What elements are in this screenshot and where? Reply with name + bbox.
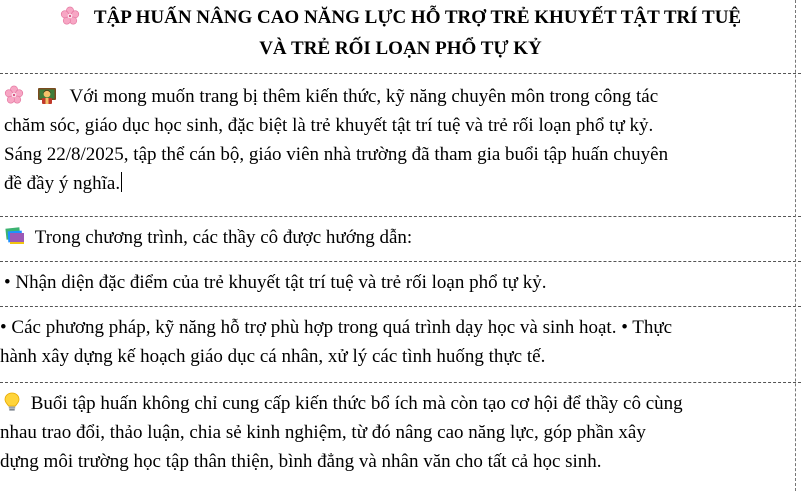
cherry-blossom-icon: [60, 6, 80, 33]
books-icon: [4, 226, 26, 255]
cherry-blossom-icon: [4, 85, 24, 114]
closing-line-3: dựng môi trường học tập thân thiện, bình đẳng và nhân văn cho tất cả học sinh.: [0, 451, 602, 472]
closing-line-1: [4, 389, 799, 421]
closing-section: [0, 383, 801, 491]
intro-section: [0, 74, 801, 217]
bullet-item-2-line-2: hành xây dựng kế hoạch giáo dục cá nhân, xử lý các tình huống thực tế.: [0, 346, 546, 367]
teacher-icon: [37, 85, 57, 114]
bullet-section-1: [0, 262, 801, 307]
program-line: [4, 223, 799, 255]
text-cursor: [121, 172, 122, 192]
bullet-item-2-line-1: • Các phương pháp, kỹ năng hỗ trợ phù hợp trong quá trình dạy học và sinh hoạt. • Thực: [0, 317, 673, 338]
intro-text-1: Với mong muốn trang bị thêm kiến thức, kỹ năng chuyên môn trong công tác: [69, 86, 659, 107]
intro-line-4: [4, 169, 799, 198]
intro-text-4: đề đầy ý nghĩa.: [4, 173, 121, 194]
intro-line-3: Sáng 22/8/2025, tập thể cán bộ, giáo viên nhà trường đã tham gia buổi tập huấn chuyên: [4, 144, 669, 165]
page-title-line-1: TẬP HUẤN NÂNG CAO NĂNG LỰC HỖ TRỢ TRẺ KHUYẾT TẬT TRÍ TUỆ: [93, 7, 742, 28]
light-bulb-icon: [4, 392, 20, 421]
intro-line-2: chăm sóc, giáo dục học sinh, đặc biệt là trẻ khuyết tật trí tuệ và trẻ rối loạn phổ tự kỷ.: [4, 115, 654, 136]
bullet-section-2: [0, 307, 801, 383]
right-margin-rule: [795, 0, 796, 491]
title-line-1: [0, 6, 801, 33]
program-text: Trong chương trình, các thầy cô được hướng dẫn:: [34, 227, 413, 248]
closing-line-2: nhau trao đổi, thảo luận, chia sẻ kinh nghiệm, từ đó nâng cao năng lực, góp phần xây: [0, 422, 646, 443]
title-block: [0, 0, 801, 74]
closing-text-1: Buổi tập huấn không chỉ cung cấp kiến thức bổ ích mà còn tạo cơ hội để thầy cô cùng: [30, 393, 683, 414]
page-title-line-2: VÀ TRẺ RỐI LOẠN PHỔ TỰ KỶ: [259, 38, 542, 59]
program-section: [0, 217, 801, 262]
intro-line-1: [4, 82, 799, 114]
bullet-item-1: • Nhận diện đặc điểm của trẻ khuyết tật trí tuệ và trẻ rối loạn phổ tự kỷ.: [4, 272, 547, 293]
